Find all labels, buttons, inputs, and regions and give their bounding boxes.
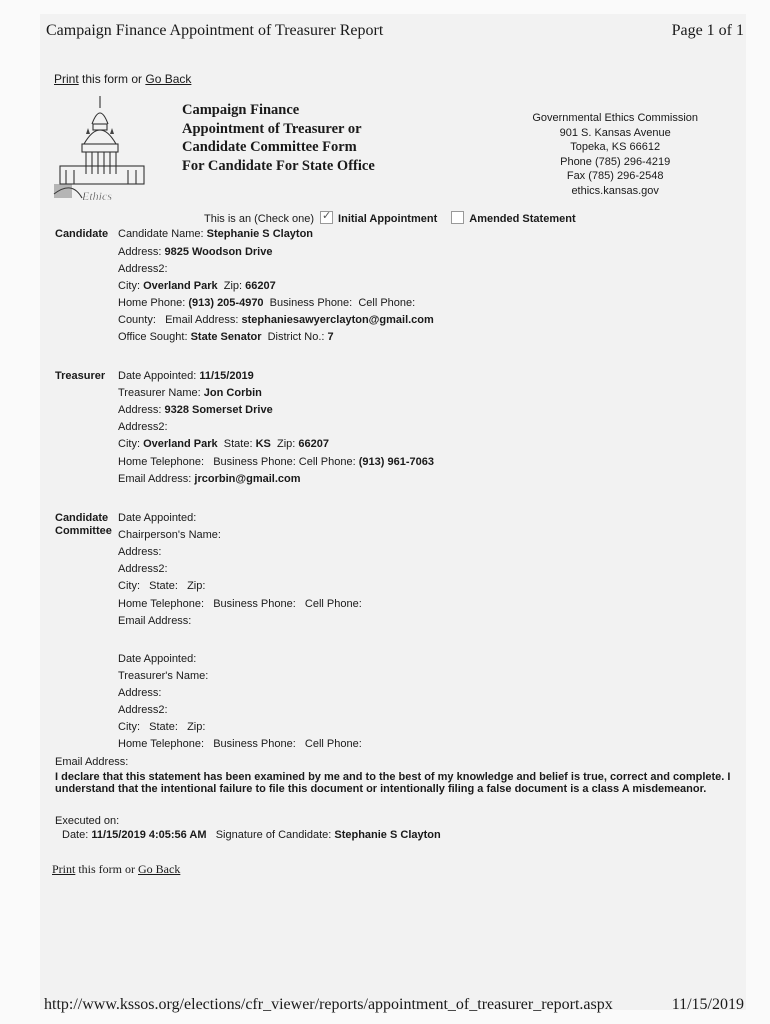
candidate-address-row <box>118 246 272 258</box>
candidate-signature: Stephanie S Clayton <box>334 829 441 841</box>
treasurer-email-row <box>118 473 301 485</box>
committee-treasurer-address2-row: Address2: <box>118 704 168 716</box>
treasurer-state: KS <box>255 438 271 450</box>
committee-treasurer-phone-row: Home Telephone: Business Phone: Cell Phone: <box>118 738 362 750</box>
treasurer-email: jrcorbin@gmail.com <box>194 473 301 485</box>
committee-treasurer-date-row: Date Appointed: <box>118 653 197 665</box>
field-label: Candidate Name: <box>118 228 207 240</box>
initial-appointment-label: Initial Appointment <box>338 213 438 225</box>
commission-name: Governmental Ethics Commission <box>532 112 698 124</box>
commission-address <box>532 111 698 198</box>
committee-phone-row: Home Telephone: Business Phone: Cell Phone: <box>118 598 362 610</box>
treasurer-cell-phone: (913) 961-7063 <box>358 456 434 468</box>
candidate-address: 9825 Woodson Drive <box>164 246 273 258</box>
committee-treasurer-city-row: City: State: Zip: <box>118 721 206 733</box>
candidate-address2-row: Address2: <box>118 263 168 275</box>
field-label: Home Telephone: Business Phone: Cell Phone: <box>118 456 359 468</box>
statement-type-label: This is an (Check one) <box>204 213 315 225</box>
commission-phone: Phone (785) 296-4219 <box>560 155 671 168</box>
form-title-line: For Candidate For State Office <box>182 157 375 174</box>
treasurer-city-row <box>118 438 329 450</box>
commission-fax: Fax (785) 296-2548 <box>566 170 664 182</box>
field-label: City: <box>118 438 144 450</box>
executed-label: Executed on: <box>55 815 120 827</box>
report-title: Campaign Finance Appointment of Treasurer Report <box>46 22 384 39</box>
nav-text: this form or <box>78 72 146 86</box>
nav-text: this form or <box>75 862 139 876</box>
bottom-nav <box>52 862 180 877</box>
field-label: Treasurer Name: <box>118 387 204 399</box>
signature-row <box>62 829 441 841</box>
field-label: Zip: <box>217 280 246 292</box>
field-label: Date Appointed: <box>118 370 200 382</box>
candidate-section-label: Candidate <box>55 228 109 240</box>
form-title-line: Campaign Finance <box>182 102 300 118</box>
commission-city: Topeka, KS 66612 <box>570 141 661 153</box>
field-label: Zip: <box>270 438 299 450</box>
candidate-email: stephaniesawyerclayton@gmail.com <box>241 314 434 326</box>
candidate-phone-row <box>118 297 415 309</box>
source-url: http://www.kssos.org/elections/cfr_viewer/reports/appointment_of_treasurer_report.aspx <box>44 996 613 1013</box>
field-label: Signature of Candidate: <box>206 829 335 841</box>
field-label: Business Phone: <box>263 297 359 309</box>
treasurer-address: 9328 Somerset Drive <box>164 404 273 416</box>
candidate-name: Stephanie S Clayton <box>206 228 314 240</box>
amended-statement-checkbox[interactable] <box>451 211 464 224</box>
committee-address2-row: Address2: <box>118 563 168 575</box>
committee-chair-row: Chairperson's Name: <box>118 529 221 541</box>
top-nav <box>54 72 191 86</box>
candidate-county-email-row <box>118 314 434 326</box>
treasurer-section-label: Treasurer <box>55 370 106 382</box>
committee-section-line: Committee <box>55 525 112 537</box>
candidate-name-row <box>118 228 313 240</box>
field-label: Date: <box>62 829 92 841</box>
treasurer-date: 11/15/2019 <box>199 370 254 382</box>
committee-email-row: Email Address: <box>118 615 192 627</box>
field-label: State: <box>217 438 256 450</box>
field-label: Address: <box>118 246 165 258</box>
candidate-district: 7 <box>327 331 334 343</box>
treasurer-address-row <box>118 404 273 416</box>
field-label: Home Phone: <box>118 297 189 309</box>
page-indicator: Page 1 of 1 <box>671 22 744 39</box>
treasurer-date-row <box>118 370 254 382</box>
print-link[interactable]: Print <box>52 862 76 876</box>
field-label: Office Sought: <box>118 331 191 343</box>
committee-treasurer-address-row: Address: <box>118 687 162 699</box>
go-back-link[interactable]: Go Back <box>138 862 181 876</box>
committee-treasurer-name-row: Treasurer's Name: <box>118 670 209 682</box>
committee-city-row: City: State: Zip: <box>118 580 206 592</box>
seal-lettering: Ethics <box>82 189 112 203</box>
print-link[interactable]: Print <box>54 72 79 86</box>
committee-date-row: Date Appointed: <box>118 512 197 524</box>
amended-statement-label: Amended Statement <box>469 213 576 225</box>
candidate-home-phone: (913) 205-4970 <box>188 297 264 309</box>
form-title-line: Candidate Committee Form <box>182 139 357 155</box>
treasurer-name-row <box>118 387 262 399</box>
candidate-office: State Senator <box>190 331 262 343</box>
field-label: Address: <box>118 404 165 416</box>
statement-type <box>204 211 576 225</box>
candidate-city: Overland Park <box>143 280 218 292</box>
capitol-seal-icon <box>52 94 152 204</box>
candidate-city-row <box>118 280 276 292</box>
treasurer-zip: 66207 <box>298 438 329 450</box>
field-label: District No.: <box>261 331 328 343</box>
treasurer-phone-row <box>118 456 434 468</box>
declaration-text: I declare that this statement has been examined by me and to the best of my knowledge and belief is true, correct and complete. I understand that the intentional failure to file this document or intentionally filing a false document is a class A misdemeanor. <box>55 771 731 795</box>
committee-section-label <box>55 512 112 538</box>
field-label: Email Address: <box>118 473 195 485</box>
candidate-zip: 66207 <box>245 280 276 292</box>
commission-website: ethics.kansas.gov <box>571 184 659 197</box>
print-date: 11/15/2019 <box>671 996 744 1013</box>
committee-address-row: Address: <box>118 546 162 558</box>
go-back-link[interactable]: Go Back <box>145 72 192 86</box>
treasurer-address2-row: Address2: <box>118 421 168 433</box>
candidate-office-row <box>118 331 334 343</box>
treasurer-name: Jon Corbin <box>203 387 262 399</box>
email-address-label: Email Address: <box>55 756 129 768</box>
form-title <box>182 101 375 175</box>
form-title-line: Appointment of Treasurer or <box>182 120 362 137</box>
field-label: City: <box>118 280 144 292</box>
treasurer-city: Overland Park <box>143 438 218 450</box>
executed-date: 11/15/2019 4:05:56 AM <box>91 829 207 841</box>
initial-appointment-checkbox[interactable] <box>320 211 333 224</box>
committee-section-line: Candidate <box>55 512 109 524</box>
commission-street: 901 S. Kansas Avenue <box>559 126 671 139</box>
field-label: County: Email Address: <box>118 314 242 326</box>
field-label: Cell Phone: <box>358 297 416 309</box>
